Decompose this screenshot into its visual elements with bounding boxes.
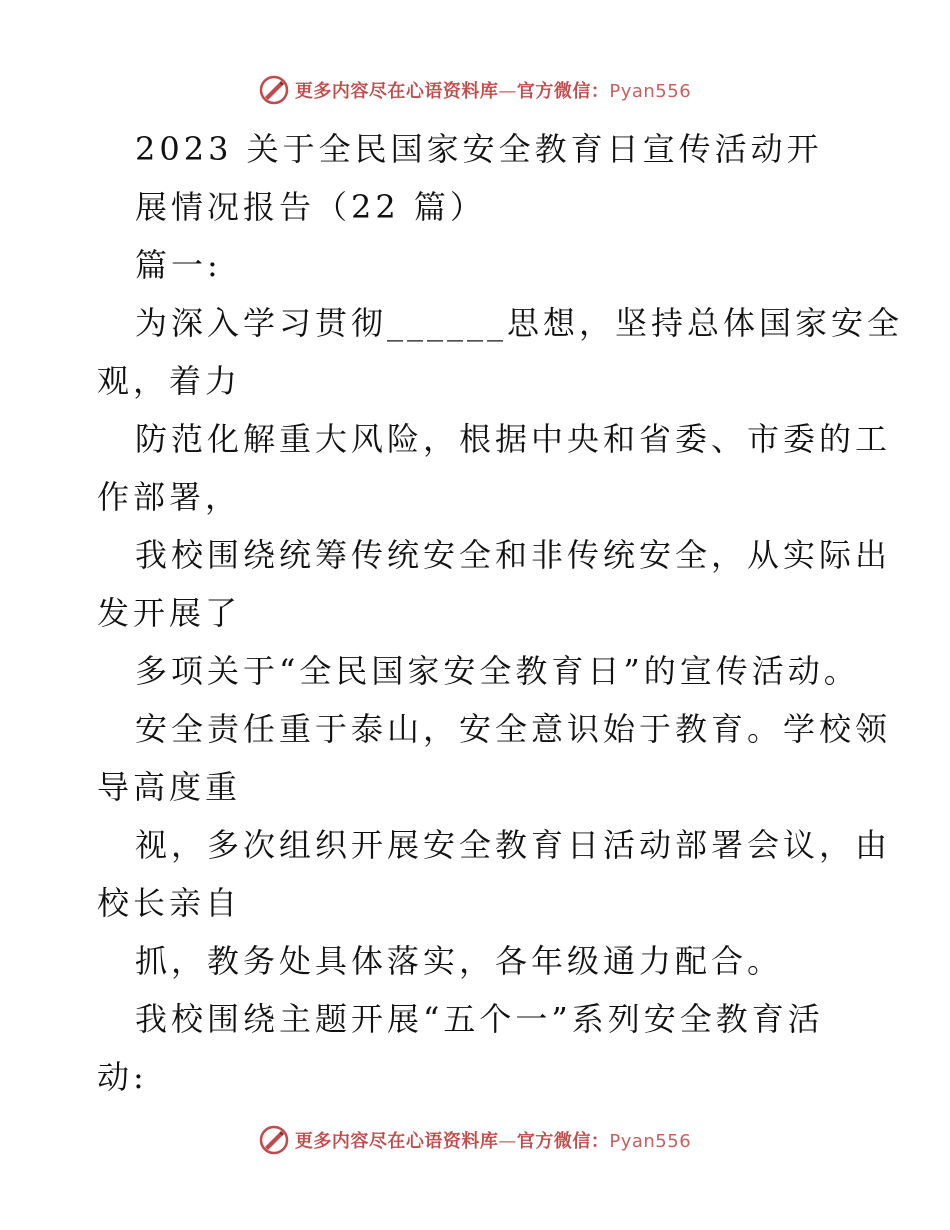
paragraph-line: 为深入学习贯彻______思想，坚持总体国家安全 <box>135 304 904 342</box>
paragraph-line: 篇一: <box>135 246 222 284</box>
paragraph-line: 作部署， <box>97 478 242 516</box>
document-body <box>97 120 904 1106</box>
paragraph-line: 我校围绕主题开展“五个一”系列安全教育活 <box>135 1000 824 1038</box>
footer-watermark <box>0 1120 950 1160</box>
pen-logo-icon <box>259 1125 289 1155</box>
paragraph-line: 导高度重 <box>97 768 242 806</box>
paragraph-line: 我校围绕统筹传统安全和非传统安全，从实际出 <box>135 536 892 574</box>
paragraph-line: 视，多次组织开展安全教育日活动部署会议，由 <box>135 826 892 864</box>
watermark-wechat-id: Pyan556 <box>609 81 692 102</box>
paragraph-line: 抓，教务处具体落实，各年级通力配合。 <box>135 942 784 980</box>
watermark-wechat-id: Pyan556 <box>609 1131 692 1152</box>
paragraph-line: 观，着力 <box>97 362 242 400</box>
watermark-site-text: 更多内容尽在心语资料库 <box>294 1131 499 1152</box>
paragraph-line: 校长亲自 <box>97 884 242 922</box>
paragraph-line: 安全责任重于泰山，安全意识始于教育。学校领 <box>135 710 892 748</box>
watermark-separator: — <box>498 81 517 102</box>
paragraph-line: 展情况报告（22 篇） <box>135 188 486 226</box>
header-watermark <box>0 70 950 110</box>
paragraph-line: 动: <box>97 1058 148 1096</box>
watermark-site-text: 更多内容尽在心语资料库 <box>294 81 499 102</box>
paragraph-line: 发开展了 <box>97 594 242 632</box>
paragraph-line: 2023 关于全民国家安全教育日宣传活动开 <box>135 130 823 168</box>
paragraph-line: 防范化解重大风险，根据中央和省委、市委的工 <box>135 420 892 458</box>
watermark-text <box>295 1127 691 1153</box>
watermark-wechat-label: 官方微信： <box>516 1131 610 1152</box>
watermark-wechat-label: 官方微信： <box>516 81 610 102</box>
watermark-text <box>295 77 691 103</box>
watermark-separator: — <box>498 1131 517 1152</box>
paragraph-line: 多项关于“全民国家安全教育日”的宣传活动。 <box>135 652 860 690</box>
pen-logo-icon <box>259 75 289 105</box>
